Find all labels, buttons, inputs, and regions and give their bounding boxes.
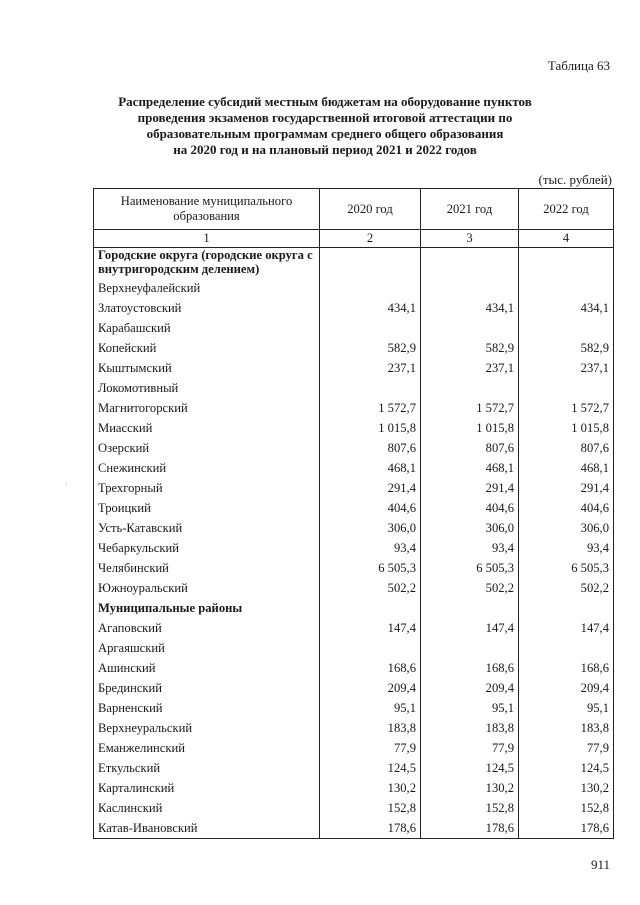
value-2020: 178,6 bbox=[320, 818, 421, 839]
empty-cell bbox=[421, 248, 519, 279]
table-row bbox=[94, 318, 614, 338]
column-number-row bbox=[94, 230, 614, 248]
municipality-name: Катав-Ивановский bbox=[94, 818, 320, 839]
scan-speck bbox=[66, 484, 67, 485]
value-2021: 582,9 bbox=[421, 338, 519, 358]
value-2020: 130,2 bbox=[320, 778, 421, 798]
value-2021: 130,2 bbox=[421, 778, 519, 798]
municipality-name: Верхнеуфалейский bbox=[94, 278, 320, 298]
empty-cell bbox=[519, 598, 614, 618]
value-2021: 807,6 bbox=[421, 438, 519, 458]
title-line: Распределение субсидий местным бюджетам на оборудование пунктов bbox=[118, 94, 532, 109]
value-2022: 306,0 bbox=[519, 518, 614, 538]
value-2022: 291,4 bbox=[519, 478, 614, 498]
table-row bbox=[94, 518, 614, 538]
value-2021 bbox=[421, 378, 519, 398]
table-row bbox=[94, 298, 614, 318]
value-2022: 434,1 bbox=[519, 298, 614, 318]
table-row bbox=[94, 378, 614, 398]
value-2022: 183,8 bbox=[519, 718, 614, 738]
value-2020: 582,9 bbox=[320, 338, 421, 358]
table-row bbox=[94, 478, 614, 498]
value-2020: 183,8 bbox=[320, 718, 421, 738]
value-2022: 404,6 bbox=[519, 498, 614, 518]
value-2022: 468,1 bbox=[519, 458, 614, 478]
value-2021: 95,1 bbox=[421, 698, 519, 718]
table-row bbox=[94, 618, 614, 638]
municipality-name: Агаповский bbox=[94, 618, 320, 638]
value-2021: 77,9 bbox=[421, 738, 519, 758]
value-2020: 168,6 bbox=[320, 658, 421, 678]
municipality-name: Магнитогорский bbox=[94, 398, 320, 418]
value-2022: 93,4 bbox=[519, 538, 614, 558]
value-2022 bbox=[519, 378, 614, 398]
value-2022: 1 572,7 bbox=[519, 398, 614, 418]
municipality-name: Карабашский bbox=[94, 318, 320, 338]
column-number: 3 bbox=[421, 230, 519, 248]
table-row bbox=[94, 718, 614, 738]
value-2022: 237,1 bbox=[519, 358, 614, 378]
table-row bbox=[94, 698, 614, 718]
value-2020: 152,8 bbox=[320, 798, 421, 818]
table-row bbox=[94, 538, 614, 558]
municipality-name: Еманжелинский bbox=[94, 738, 320, 758]
value-2022: 1 015,8 bbox=[519, 418, 614, 438]
table-row bbox=[94, 678, 614, 698]
value-2022: 807,6 bbox=[519, 438, 614, 458]
table-row bbox=[94, 758, 614, 778]
value-2020: 209,4 bbox=[320, 678, 421, 698]
value-2022: 130,2 bbox=[519, 778, 614, 798]
column-header-2022: 2022 год bbox=[519, 189, 614, 230]
value-2022: 168,6 bbox=[519, 658, 614, 678]
title-line: на 2020 год и на плановый период 2021 и 2022 годов bbox=[173, 142, 477, 157]
municipality-name: Брединский bbox=[94, 678, 320, 698]
value-2021 bbox=[421, 278, 519, 298]
value-2021: 1 015,8 bbox=[421, 418, 519, 438]
value-2021: 502,2 bbox=[421, 578, 519, 598]
table-row bbox=[94, 458, 614, 478]
value-2022: 152,8 bbox=[519, 798, 614, 818]
table-row bbox=[94, 398, 614, 418]
value-2022: 77,9 bbox=[519, 738, 614, 758]
value-2022 bbox=[519, 278, 614, 298]
value-2021: 93,4 bbox=[421, 538, 519, 558]
municipality-name: Трехгорный bbox=[94, 478, 320, 498]
municipality-name: Озерский bbox=[94, 438, 320, 458]
value-2020: 502,2 bbox=[320, 578, 421, 598]
table-label: Таблица 63 bbox=[547, 58, 610, 73]
value-2020: 93,4 bbox=[320, 538, 421, 558]
value-2020: 1 015,8 bbox=[320, 418, 421, 438]
title-line: образовательным программам среднего общего образования bbox=[146, 126, 504, 141]
value-2021: 468,1 bbox=[421, 458, 519, 478]
value-2020: 1 572,7 bbox=[320, 398, 421, 418]
empty-cell bbox=[320, 248, 421, 279]
section-row bbox=[94, 598, 614, 618]
table-row bbox=[94, 358, 614, 378]
municipality-name: Златоустовский bbox=[94, 298, 320, 318]
title-line: проведения экзаменов государственной итоговой аттестации по bbox=[137, 110, 513, 125]
value-2020: 807,6 bbox=[320, 438, 421, 458]
column-number: 1 bbox=[94, 230, 320, 248]
table-row bbox=[94, 798, 614, 818]
municipality-name: Каслинский bbox=[94, 798, 320, 818]
value-2021: 209,4 bbox=[421, 678, 519, 698]
value-2021: 6 505,3 bbox=[421, 558, 519, 578]
page-number: 911 bbox=[590, 857, 610, 872]
value-2021: 147,4 bbox=[421, 618, 519, 638]
units-note: (тыс. рублей) bbox=[538, 172, 612, 187]
value-2020: 95,1 bbox=[320, 698, 421, 718]
municipality-name: Карталинский bbox=[94, 778, 320, 798]
municipality-name: Южноуральский bbox=[94, 578, 320, 598]
value-2020 bbox=[320, 638, 421, 658]
section-title: Муниципальные районы bbox=[94, 598, 320, 618]
municipality-name: Усть-Катавский bbox=[94, 518, 320, 538]
section-row bbox=[94, 248, 614, 279]
value-2021: 434,1 bbox=[421, 298, 519, 318]
value-2020: 434,1 bbox=[320, 298, 421, 318]
value-2021: 404,6 bbox=[421, 498, 519, 518]
value-2022: 147,4 bbox=[519, 618, 614, 638]
value-2021: 306,0 bbox=[421, 518, 519, 538]
table-row bbox=[94, 778, 614, 798]
value-2020: 6 505,3 bbox=[320, 558, 421, 578]
value-2021 bbox=[421, 318, 519, 338]
value-2022: 95,1 bbox=[519, 698, 614, 718]
table-row bbox=[94, 558, 614, 578]
value-2021: 178,6 bbox=[421, 818, 519, 839]
table-row bbox=[94, 658, 614, 678]
column-header-name: Наименование муниципального образования bbox=[94, 189, 320, 230]
table-row bbox=[94, 438, 614, 458]
table-row bbox=[94, 338, 614, 358]
municipality-name: Варненский bbox=[94, 698, 320, 718]
value-2020: 147,4 bbox=[320, 618, 421, 638]
municipality-name: Копейский bbox=[94, 338, 320, 358]
empty-cell bbox=[320, 598, 421, 618]
table-row bbox=[94, 418, 614, 438]
table-row bbox=[94, 638, 614, 658]
value-2021 bbox=[421, 638, 519, 658]
municipality-name: Ашинский bbox=[94, 658, 320, 678]
value-2020: 124,5 bbox=[320, 758, 421, 778]
table-row bbox=[94, 818, 614, 839]
municipality-name: Аргаяшский bbox=[94, 638, 320, 658]
value-2022: 124,5 bbox=[519, 758, 614, 778]
value-2021: 237,1 bbox=[421, 358, 519, 378]
value-2020: 291,4 bbox=[320, 478, 421, 498]
table-body bbox=[94, 248, 614, 839]
value-2020 bbox=[320, 378, 421, 398]
municipality-name: Еткульский bbox=[94, 758, 320, 778]
value-2020: 77,9 bbox=[320, 738, 421, 758]
column-header-2020: 2020 год bbox=[320, 189, 421, 230]
value-2021: 152,8 bbox=[421, 798, 519, 818]
table-row bbox=[94, 738, 614, 758]
municipality-name: Локомотивный bbox=[94, 378, 320, 398]
value-2022: 502,2 bbox=[519, 578, 614, 598]
table-row bbox=[94, 578, 614, 598]
empty-cell bbox=[421, 598, 519, 618]
value-2020 bbox=[320, 278, 421, 298]
value-2022: 6 505,3 bbox=[519, 558, 614, 578]
municipality-name: Верхнеуральский bbox=[94, 718, 320, 738]
table-row bbox=[94, 498, 614, 518]
municipality-name: Челябинский bbox=[94, 558, 320, 578]
value-2020: 404,6 bbox=[320, 498, 421, 518]
value-2022 bbox=[519, 638, 614, 658]
value-2021: 1 572,7 bbox=[421, 398, 519, 418]
section-title: Городские округа (городские округа с внутригородским делением) bbox=[94, 248, 320, 279]
value-2021: 291,4 bbox=[421, 478, 519, 498]
empty-cell bbox=[519, 248, 614, 279]
table-row bbox=[94, 278, 614, 298]
value-2020 bbox=[320, 318, 421, 338]
value-2022: 582,9 bbox=[519, 338, 614, 358]
municipality-name: Кыштымский bbox=[94, 358, 320, 378]
table-header-row bbox=[94, 189, 614, 230]
value-2020: 468,1 bbox=[320, 458, 421, 478]
municipality-name: Чебаркульский bbox=[94, 538, 320, 558]
municipality-name: Троицкий bbox=[94, 498, 320, 518]
municipality-name: Миасский bbox=[94, 418, 320, 438]
value-2020: 237,1 bbox=[320, 358, 421, 378]
value-2020: 306,0 bbox=[320, 518, 421, 538]
value-2021: 168,6 bbox=[421, 658, 519, 678]
value-2021: 124,5 bbox=[421, 758, 519, 778]
subsidy-table bbox=[93, 188, 614, 839]
value-2022 bbox=[519, 318, 614, 338]
value-2022: 178,6 bbox=[519, 818, 614, 839]
value-2022: 209,4 bbox=[519, 678, 614, 698]
column-number: 4 bbox=[519, 230, 614, 248]
value-2021: 183,8 bbox=[421, 718, 519, 738]
column-header-2021: 2021 год bbox=[421, 189, 519, 230]
municipality-name: Снежинский bbox=[94, 458, 320, 478]
document-title bbox=[90, 94, 560, 158]
column-number: 2 bbox=[320, 230, 421, 248]
